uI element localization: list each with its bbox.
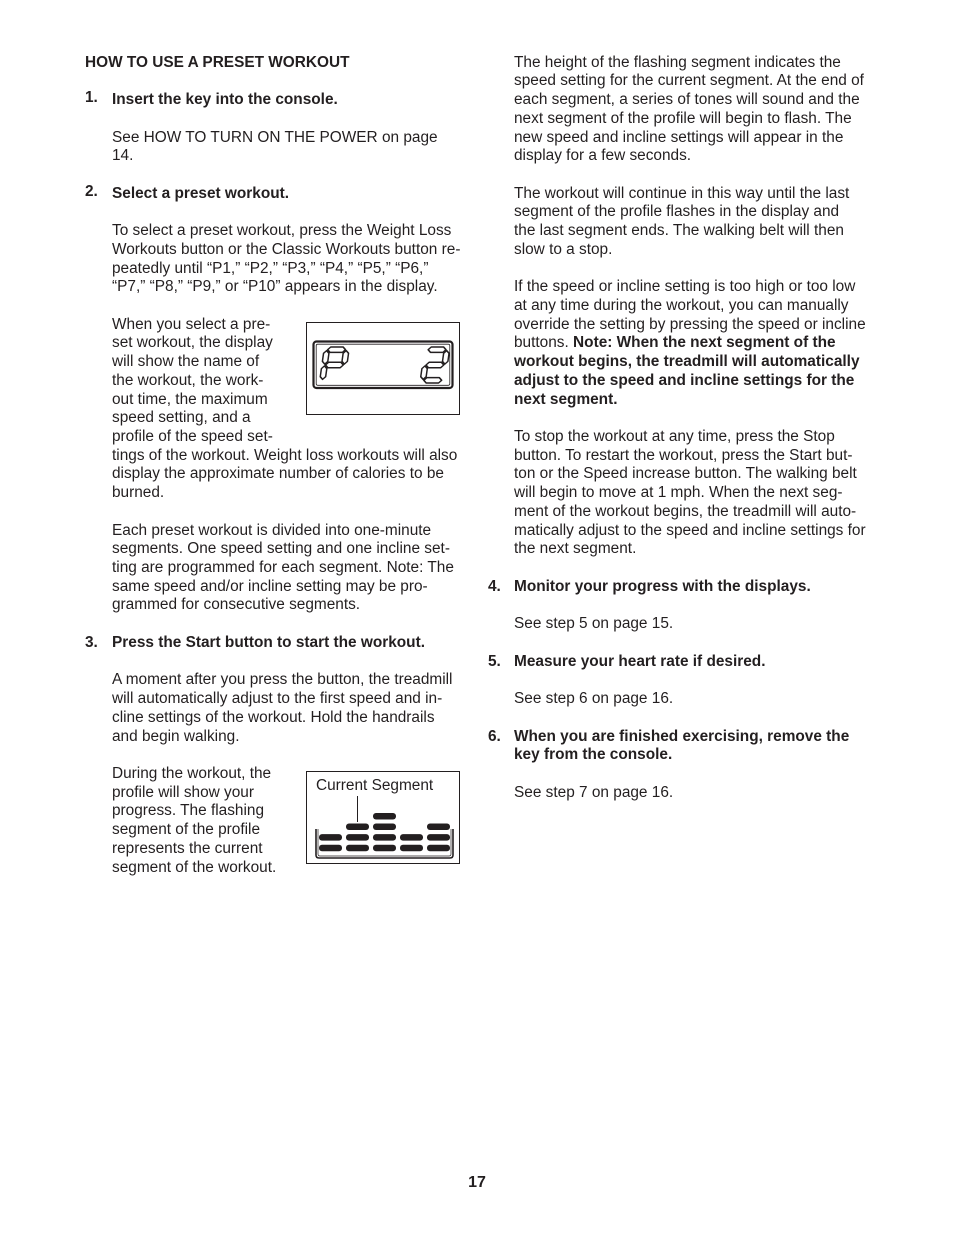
lcd-right-digit-segment-d <box>423 378 442 383</box>
text-line: display for a few seconds. <box>514 147 692 165</box>
lcd-left-digit-segment-e <box>320 366 327 380</box>
text-line: The height of the flashing segment indicates the <box>514 53 841 71</box>
page-number: 17 <box>468 1174 486 1191</box>
text-line <box>514 334 888 353</box>
text-line: tings of the workout. Weight loss workouts will also <box>112 446 458 464</box>
step-title: Insert the key into the console. <box>112 91 338 109</box>
note-text: Note: When the next segment of the <box>573 334 836 352</box>
profile-bar-segment-3-level-4 <box>373 813 396 820</box>
text-line: “P7,” “P8,” “P9,” or “P10” appears in the display. <box>112 278 438 296</box>
paragraph-workout-continue <box>488 185 888 260</box>
text-line: To stop the workout at any time, press the Stop <box>514 428 835 445</box>
lcd-right-digit-segment-a <box>428 347 447 352</box>
text-line: During the workout, the <box>112 764 272 782</box>
preset-display-figure <box>306 322 460 415</box>
step-6-paragraph: See step 7 on page 16. <box>514 783 674 801</box>
step-number: 5. <box>488 652 501 670</box>
text-line: matically adjust to the speed and incline settings for <box>514 521 866 539</box>
text-line: segment of the profile flashes in the display and <box>514 203 840 221</box>
text-line: profile of the speed set- <box>112 428 273 445</box>
lcd-left-digit <box>320 347 350 379</box>
text-line: speed setting for the current segment. At the end of <box>514 72 864 90</box>
profile-bar-segment-4-level-1 <box>400 845 423 852</box>
lcd-display <box>307 323 459 414</box>
section-heading: HOW TO USE A PRESET WORKOUT <box>85 53 350 71</box>
step-6-heading <box>488 728 888 765</box>
text-line: represents the current <box>112 839 263 857</box>
step-4-heading <box>488 578 888 597</box>
step-1-heading <box>85 91 475 110</box>
current-segment-label: Current Segment <box>316 776 434 794</box>
profile-bar-segment-2-level-2 <box>346 834 369 841</box>
step-number: 2. <box>85 182 98 200</box>
step-1-paragraph <box>85 129 475 166</box>
step-2-heading <box>85 182 475 204</box>
text-line: the next segment. <box>514 540 637 558</box>
text-line: display the approximate number of calories to be <box>112 465 444 483</box>
step-title-line: When you are finished exercising, remove the <box>514 727 850 745</box>
note-text-line: next segment. <box>514 390 618 408</box>
profile-bar-segment-3-level-3 <box>373 824 396 831</box>
step-2-paragraph-1 <box>85 222 475 297</box>
step-4-paragraph: See step 5 on page 15. <box>514 615 674 633</box>
step-number: 3. <box>85 633 98 651</box>
text-line: segment of the workout. <box>112 858 277 876</box>
profile-inner-frame <box>318 829 451 856</box>
text-line: will automatically adjust to the first speed and in- <box>112 690 443 708</box>
step-title: Measure your heart rate if desired. <box>514 652 766 670</box>
profile-bar-segment-3-level-2 <box>373 834 396 841</box>
paragraph-segment-height <box>488 54 888 166</box>
text-line: ton or the Speed increase button. The walking belt <box>514 465 857 483</box>
text-line: cline settings of the workout. Hold the handrails <box>112 708 435 726</box>
text-line: and begin walking. <box>112 727 240 745</box>
profile-frame <box>316 829 453 858</box>
text-line: If the speed or incline setting is too high or too low <box>514 278 856 296</box>
profile-bar-segment-1-level-2 <box>319 834 342 841</box>
step-2-paragraph-3 <box>85 522 475 616</box>
text-line: will begin to move at 1 mph. When the next seg- <box>514 484 843 502</box>
lcd-left-digit-segment-a <box>327 347 346 352</box>
text-line: out time, the maximum <box>112 390 268 408</box>
text-line: See HOW TO TURN ON THE POWER on page <box>112 128 438 146</box>
text-line: A moment after you press the button, the treadmill <box>112 671 453 689</box>
step-number: 4. <box>488 577 501 595</box>
text-line: progress. The flashing <box>112 802 264 820</box>
text-line: When you select a pre- <box>112 315 271 333</box>
text-line: segment of the profile <box>112 821 261 839</box>
text-line: same speed and/or incline setting may be pro- <box>112 577 428 595</box>
step-title: Press the Start button to start the workout. <box>112 633 425 651</box>
lcd-right-digit-segment-g <box>426 362 445 367</box>
step-3-heading <box>85 634 475 653</box>
step-title: Monitor your progress with the displays. <box>514 577 811 595</box>
text-line: slow to a stop. <box>514 240 613 258</box>
profile-bar-segment-2-level-3 <box>346 824 369 831</box>
text-line: profile will show your <box>112 783 254 801</box>
profile-bar-segment-3-level-1 <box>373 845 396 852</box>
note-text-line: workout begins, the treadmill will automatically <box>514 353 860 371</box>
text-line: ment of the workout begins, the treadmill will auto- <box>514 502 857 520</box>
step-number: 6. <box>488 727 501 745</box>
step-title: Select a preset workout. <box>112 184 290 202</box>
step-5-paragraph: See step 6 on page 16. <box>514 690 674 708</box>
lcd-left-digit-segment-g <box>325 362 344 367</box>
profile-bar-segment-5-level-2 <box>427 834 450 841</box>
text-line: The workout will continue in this way until the last <box>514 184 850 202</box>
text-line: peatedly until “P1,” “P2,” “P3,” “P4,” “P5,” “P6,” <box>112 259 429 277</box>
text-line: grammed for consecutive segments. <box>112 596 361 614</box>
profile-display <box>307 772 459 863</box>
text-line: segments. One speed setting and one incline set- <box>112 540 450 558</box>
left-column <box>85 54 475 878</box>
profile-bar-segment-5-level-3 <box>427 824 450 831</box>
profile-bar-segment-2-level-1 <box>346 845 369 852</box>
right-column <box>488 54 888 803</box>
note-text-line: adjust to the speed and incline settings for the <box>514 371 855 389</box>
text-line: speed setting, and a <box>112 409 251 427</box>
text-line: next segment of the profile will begin to flash. The <box>514 109 852 127</box>
text-line: override the setting by pressing the speed or incline <box>514 315 866 333</box>
text-line: new speed and incline settings will appear in the <box>514 128 844 146</box>
step-5-heading <box>488 653 888 672</box>
step-number: 1. <box>85 89 98 107</box>
paragraph-manual-override <box>488 278 888 409</box>
text-line: burned. <box>112 484 165 502</box>
text-line: Each preset workout is divided into one-minute <box>112 521 432 539</box>
text-line: 14. <box>112 147 134 165</box>
text-line: the last segment ends. The walking belt will then <box>514 222 844 240</box>
text-line: To select a preset workout, press the Weight Loss <box>112 222 452 240</box>
text-fragment: buttons. <box>514 334 569 352</box>
profile-bar-segment-4-level-2 <box>400 834 423 841</box>
profile-bar-segment-5-level-1 <box>427 845 450 852</box>
profile-bars <box>319 813 450 851</box>
profile-bar-segment-1-level-1 <box>319 845 342 852</box>
step-3-paragraph-1 <box>85 671 475 746</box>
text-line: ting are programmed for each segment. Note: The <box>112 559 454 577</box>
text-line: each segment, a series of tones will sound and the <box>514 91 860 109</box>
text-line: the workout, the work- <box>112 371 264 389</box>
profile-display-figure <box>306 771 460 864</box>
text-line: set workout, the display <box>112 334 273 352</box>
text-line: will show the name of <box>112 353 260 371</box>
lcd-right-digit <box>420 347 450 383</box>
paragraph-stop-workout <box>488 428 888 559</box>
text-line: Workouts button or the Classic Workouts button re- <box>112 240 461 258</box>
text-line: button. To restart the workout, press the Start but- <box>514 446 853 464</box>
step-title-line: key from the console. <box>514 746 673 764</box>
text-line: at any time during the workout, you can manually <box>514 296 849 314</box>
